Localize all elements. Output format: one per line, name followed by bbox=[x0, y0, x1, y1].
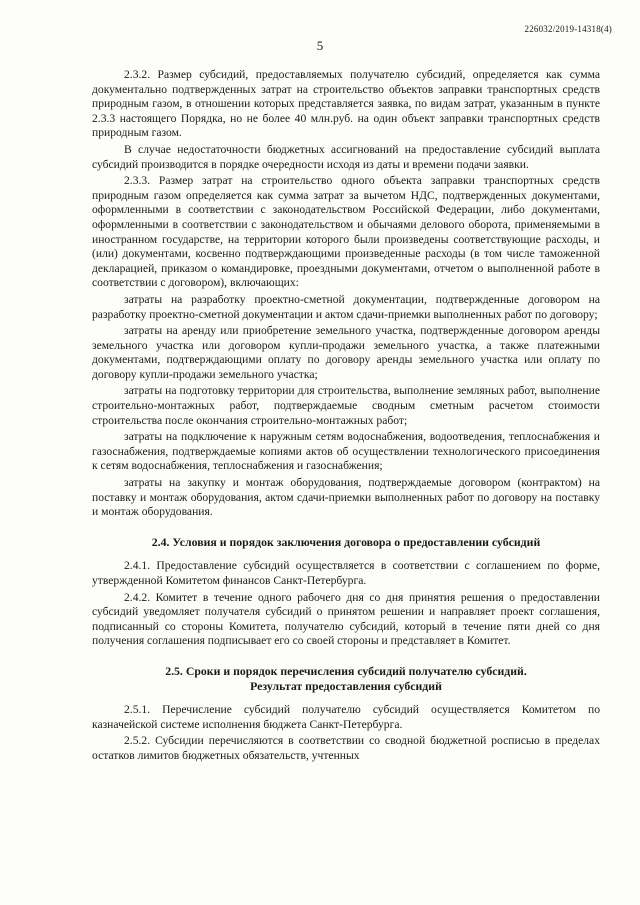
document-body bbox=[92, 68, 600, 764]
paragraph-design-costs: затраты на разработку проектно-сметной документации, подтвержденные договором на разработку проектно-сметной документации и актом сдачи-приемки выполненных работ по договору; bbox=[92, 292, 600, 321]
paragraph-2-5-2: 2.5.2. Субсидии перечисляются в соответствии со сводной бюджетной росписью в пределах остатков лимитов бюджетных обязательств, учтенных bbox=[92, 734, 600, 762]
section-heading-2-4: 2.4. Условия и порядок заключения договора о предоставлении субсидий bbox=[151, 534, 541, 549]
paragraph-2-3-3: 2.3.3. Размер затрат на строительство одного объекта заправки транспортных средств природным газом определяется как сумма затрат за вычетом НДС, подтвержденных документами, оформленными в соответствии с законодательством Российской Федерации, либо документами, оформленными в соответствии с законодательством и обычаями делового оборота, применяемыми в иностранном государстве, на территории которого были произведены соответствующие расходы, и (или) документами, косвенно подтверждающими произведенные расходы (в том числе таможенной декларацией, приказом о командировке, проездными документами, отчетом о выполненной работе в соответствии с договором), включающих: bbox=[92, 174, 600, 290]
paragraph-connection-costs: затраты на подключение к наружным сетям водоснабжения, водоотведения, теплоснабжения и газоснабжения, подтверждаемые копиями актов об осуществлении технологического присоединения к сетям водоснабжения, теплоснабжения и газоснабжения; bbox=[92, 430, 600, 473]
paragraph-insufficient-funds: В случае недостаточности бюджетных ассигнований на предоставление субсидий выплата субсидий производится в порядке очередности исходя из даты и времени подачи заявки. bbox=[92, 142, 600, 171]
paragraph-land-costs: затраты на аренду или приобретение земельного участка, подтвержденные договором аренды земельного участка или договором купли-продажи земельного участка, а также платежными документами, подтверждающими оплату по договору аренды земельного участка или оплату по договору купли-продажи земельного участка; bbox=[92, 324, 600, 381]
paragraph-2-4-1: 2.4.1. Предоставление субсидий осуществляется в соответствии с соглашением по форме, утвержденной Комитетом финансов Санкт-Петербурга. bbox=[92, 559, 600, 587]
paragraph-2-5-1: 2.5.1. Перечисление субсидий получателю субсидий осуществляется Комитетом по казначейской системе исполнения бюджета Санкт-Петербурга. bbox=[92, 703, 600, 731]
section-heading-2-5-line1: 2.5. Сроки и порядок перечисления субсидий получателю субсидий. bbox=[165, 663, 527, 678]
paragraph-site-prep-costs: затраты на подготовку территории для строительства, выполнение земляных работ, выполнение строительно-монтажных работ, подтверждаемые сводным сметным расчетом стоимости строительства после окончания строительно-монтажных работ; bbox=[92, 384, 600, 427]
document-id: 226032/2019-14318(4) bbox=[524, 24, 612, 34]
paragraph-2-4-2: 2.4.2. Комитет в течение одного рабочего дня со дня принятия решения о предоставлении субсидий уведомляет получателя субсидий о принятом решении и направляет проект соглашения, подписанный со стороны Комитета, получателю субсидий, который в течение пяти дней со дня получения соглашения подписывает его со своей стороны и представляет в Комитет. bbox=[92, 590, 600, 648]
page-number: 5 bbox=[316, 38, 324, 53]
paragraph-2-3-2: 2.3.2. Размер субсидий, предоставляемых получателю субсидий, определяется как сумма документально подтвержденных затрат на строительство объектов заправки транспортных средств природным газом, в отношении которых представляется заявка, по видам затрат, указанным в пункте 2.3.3 настоящего Порядка, но не более 40 млн.руб. на один объект заправки транспортных средств природным газом. bbox=[92, 68, 600, 140]
paragraph-equipment-costs: затраты на закупку и монтаж оборудования, подтверждаемые договором (контрактом) на поставку и монтаж оборудования, актом сдачи-приемки выполненных работ по договору на поставку и монтаж оборудования. bbox=[92, 476, 600, 519]
section-heading-2-5-line2: Результат предоставления субсидий bbox=[250, 678, 442, 693]
section-heading-2-5 bbox=[92, 664, 600, 693]
